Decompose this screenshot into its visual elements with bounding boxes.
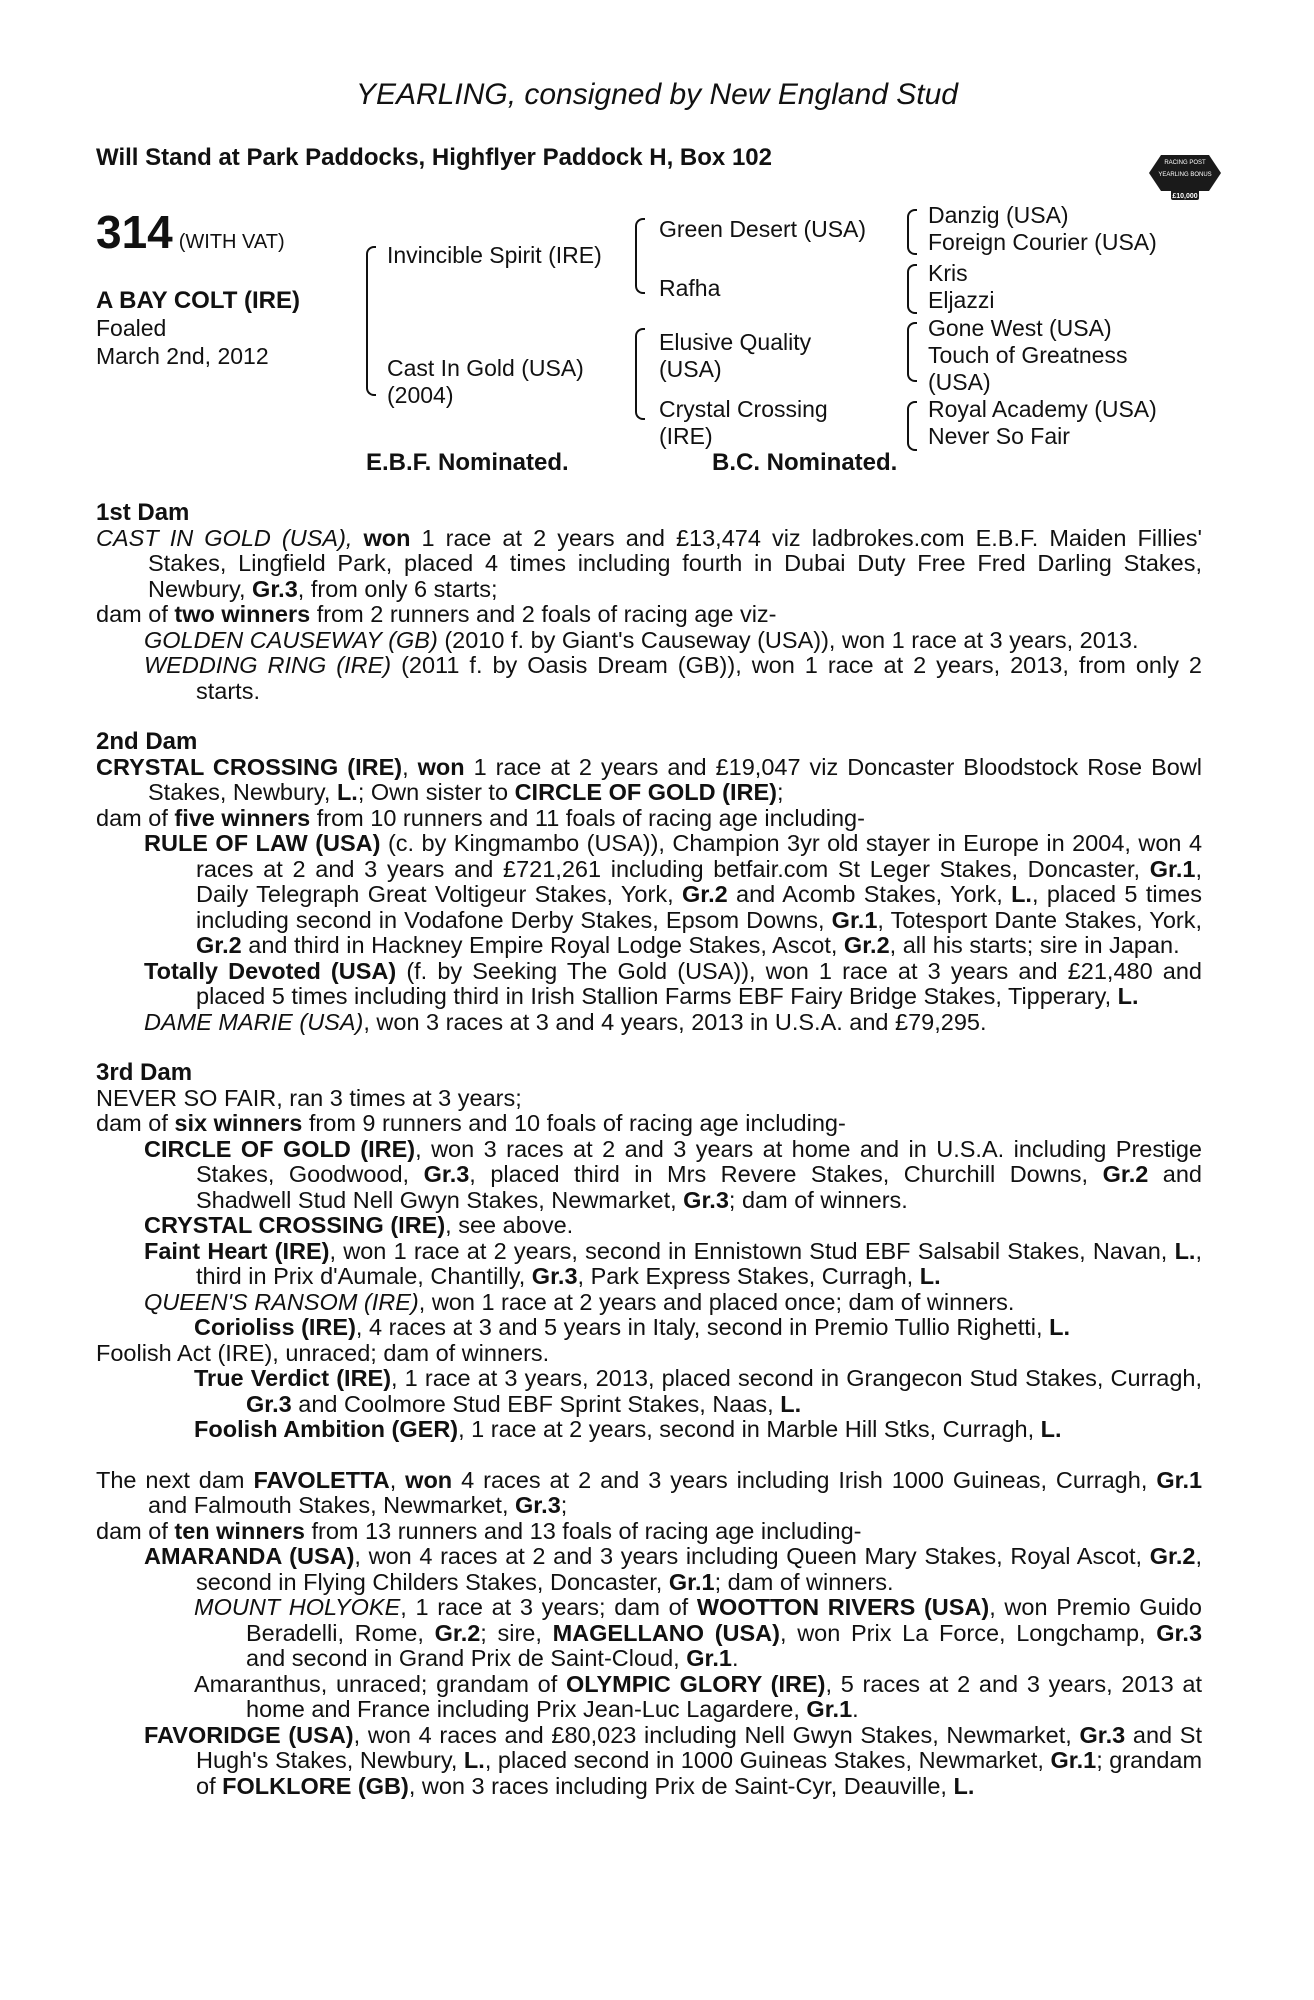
produce-entry (96, 1723, 1202, 1800)
produce-name: FOLKLORE (GB) (222, 1772, 409, 1799)
lot-number: 314 (96, 206, 173, 258)
grade-text: Gr.3 (1079, 1721, 1126, 1748)
badge-amount-text: £10,000 (1172, 193, 1198, 200)
grade-text: Gr.3 (246, 1390, 292, 1417)
lot-description: A BAY COLT (IRE) (96, 287, 301, 314)
produce-record: , Totesport Dante Stakes, York, (877, 906, 1202, 933)
produce-record: , won 4 races and £80,023 including Nell Gwyn Stakes, Newmarket, (353, 1721, 1072, 1748)
produce-record: (c. by Kingmambo (USA)), Champion 3yr old stayer in Europe in 2004, won 4 races at 2 and 3 years and £721,261 including betfair.com St Leger Stakes, Doncaster, (196, 830, 1203, 882)
pedigree-ddd: Never So Fair (928, 423, 1070, 449)
grade-text: Gr.3 (252, 575, 298, 602)
produce-entry (96, 653, 1202, 704)
stand-location: Will Stand at Park Paddocks, Highflyer Paddock H, Box 102 (96, 144, 772, 171)
summary-text: from 9 runners and 10 foals of racing age including- (308, 1110, 846, 1136)
produce-name: QUEEN'S RANSOM (IRE) (144, 1288, 419, 1315)
next-dam-produce-summary (96, 1519, 1202, 1545)
grade-text: Gr.1 (806, 1696, 853, 1722)
second-dam-produce-summary (96, 806, 1202, 832)
grade-text: L. (919, 1263, 941, 1289)
produce-record: , won Prix La Force, Longchamp, (779, 1619, 1146, 1646)
pedigree-dam-line2: (2004) (387, 382, 454, 408)
dam-name: CRYSTAL CROSSING (IRE) (96, 753, 403, 780)
vat-note: (WITH VAT) (178, 231, 285, 253)
pedigree-sire: Invincible Spirit (IRE) (387, 242, 602, 268)
foaled-label: Foaled (96, 315, 167, 341)
record-text: 4 races at 2 and 3 years including Irish 1000 Guineas, Curragh, (461, 1466, 1148, 1493)
grade-text: Gr.2 (1102, 1161, 1149, 1187)
pedigree-sire-dam: Rafha (659, 275, 721, 301)
pedigree-brace-main (366, 246, 376, 396)
produce-entry (96, 628, 1202, 654)
pedigree-brace-dam (635, 328, 645, 420)
produce-record: , 1 race at 3 years; dam of (400, 1594, 689, 1620)
winners-count: ten winners (174, 1517, 305, 1544)
produce-name: CRYSTAL CROSSING (IRE) (144, 1212, 446, 1238)
produce-name: FAVORIDGE (USA) (144, 1721, 354, 1748)
produce-name: Totally Devoted (USA) (144, 957, 397, 984)
grade-text: L. (1117, 983, 1139, 1009)
winners-count: six winners (174, 1110, 303, 1136)
first-dam-produce-summary (96, 602, 1202, 628)
pedigree-dam-sire-line2: (USA) (659, 356, 722, 382)
produce-record: , won Premio Guido Beradelli, Rome, (246, 1594, 1203, 1646)
pedigree-brace-sd (907, 264, 917, 314)
yearling-bonus-icon (1145, 147, 1225, 201)
grade-text: L. (1011, 881, 1032, 907)
produce-name: WOOTTON RIVERS (USA) (696, 1594, 990, 1620)
grade-text: L. (1049, 1314, 1070, 1340)
produce-record: , won 1 race at 2 years and placed once; dam of winners. (418, 1288, 1015, 1315)
summary-text: from 10 runners and 11 foals of racing age including- (316, 804, 865, 831)
produce-record: , placed 5 times including second in Vodafone Derby Stakes, Epsom Downs, (196, 881, 1202, 933)
produce-entry (96, 1239, 1202, 1290)
punct: . (731, 1645, 739, 1671)
third-dam-produce-summary (96, 1111, 1202, 1137)
ebf-nominated: E.B.F. Nominated. (366, 449, 569, 476)
produce-record: , won 3 races at 3 and 4 years, 2013 in U.S.A. and £79,295. (363, 1008, 987, 1035)
pedigree-dam-dam-line1: Crystal Crossing (659, 396, 828, 422)
produce-record: , won 1 race at 2 years, second in Ennistown Stud EBF Salsabil Stakes, Navan, (329, 1237, 1168, 1264)
produce-record: , 4 races at 3 and 5 years in Italy, second in Premio Tullio Righetti, (355, 1314, 1043, 1340)
produce-entry (96, 1366, 1202, 1417)
grade-text: L. (1040, 1416, 1062, 1442)
pedigree-dsd-line1: Touch of Greatness (928, 342, 1128, 368)
third-dam-record: NEVER SO FAIR, ran 3 times at 3 years; (96, 1084, 522, 1111)
first-dam-record (96, 526, 1202, 603)
record-text: 1 race at 2 years and £13,474 viz ladbrokes.com E.B.F. Maiden Fillies' Stakes, Lingfield Park, placed 4 times including fourth in Dubai Duty Free Fred Darling Stakes, Newbury, (148, 524, 1202, 602)
produce-record: , see above. (445, 1212, 574, 1238)
foaled-date: March 2nd, 2012 (96, 343, 269, 369)
grade-text: Gr.3 (683, 1186, 729, 1213)
produce-record: , 5 races at 2 and 3 years, 2013 at home and France including Prix Jean-Luc Lagardere, (246, 1670, 1202, 1722)
produce-entry (96, 1417, 1202, 1443)
pedigree-brace-ds (907, 322, 917, 382)
grade-text: L. (780, 1390, 802, 1417)
grade-text: Gr.1 (831, 906, 878, 933)
summary-text: dam of (96, 601, 168, 627)
punct: ; (560, 1492, 568, 1518)
produce-record: and Acomb Stakes, York, (736, 881, 1003, 907)
badge-mid-text: YEARLING BONUS (1158, 172, 1212, 178)
produce-record: , won 3 races including Prix de Saint-Cyr, Deauville, (408, 1772, 947, 1799)
produce-name: DAME MARIE (USA) (144, 1008, 364, 1035)
produce-entry (96, 831, 1202, 959)
pedigree-brace-dd (907, 401, 917, 451)
punct: ; (776, 779, 784, 805)
produce-name: OLYMPIC GLORY (IRE) (566, 1670, 826, 1697)
pedigree-dsd (928, 342, 1127, 396)
produce-entry (96, 1010, 1202, 1036)
pedigree-dam-sire (659, 329, 811, 383)
produce-entry (96, 1672, 1202, 1723)
produce-name: GOLDEN CAUSEWAY (GB) (144, 626, 438, 653)
second-dam-heading: 2nd Dam (96, 728, 198, 755)
grade-text: Gr.3 (1156, 1619, 1203, 1646)
lot-number-block (96, 205, 285, 259)
grade-text: Gr.2 (843, 932, 890, 958)
produce-record: Amaranthus, unraced; grandam of (194, 1670, 558, 1697)
produce-record: ; sire, (480, 1619, 542, 1646)
punct: , (389, 1466, 397, 1493)
page-title: YEARLING, consigned by New England Stud (355, 78, 958, 111)
won-text: won (417, 753, 465, 780)
summary-text: dam of (96, 1110, 168, 1136)
produce-record: , placed third in Mrs Revere Stakes, Churchill Downs, (469, 1161, 1089, 1187)
grade-text: Gr.2 (1149, 1543, 1196, 1569)
grade-text: Gr.3 (423, 1161, 470, 1187)
produce-entry (96, 1213, 1202, 1239)
foaled-info (96, 314, 269, 370)
record-text: The next dam (96, 1466, 245, 1493)
pedigree-dss: Gone West (USA) (928, 315, 1112, 341)
punct: . (852, 1696, 859, 1722)
badge-top-text: RACING POST (1164, 160, 1206, 166)
produce-entry (96, 959, 1202, 1010)
produce-name: MAGELLANO (USA) (552, 1619, 780, 1646)
grade-text: Gr.3 (515, 1492, 561, 1518)
winners-count: two winners (174, 601, 311, 627)
produce-record: , placed second in 1000 Guineas Stakes, Newmarket, (484, 1747, 1044, 1773)
produce-record: , won 3 races at 2 and 3 years at home and in U.S.A. including Prestige Stakes, Goodwood, (196, 1135, 1202, 1187)
grade-text: Gr.2 (196, 932, 242, 958)
winners-count: five winners (174, 804, 311, 831)
grade-text: L. (463, 1747, 485, 1773)
produce-name: AMARANDA (USA) (144, 1543, 355, 1569)
record-text: 1 race at 2 years and £19,047 viz Doncaster Bloodstock Rose Bowl Stakes, Newbury, (148, 753, 1203, 805)
catalogue-body (96, 500, 1202, 1799)
summary-text: from 2 runners and 2 foals of racing age viz- (316, 601, 777, 627)
won-text: won (363, 524, 411, 551)
produce-entry: Foolish Act (IRE), unraced; dam of winners. (96, 1339, 550, 1366)
produce-record: (2011 f. by Oasis Dream (GB)), won 1 race at 2 years, 2013, from only 2 starts. (196, 652, 1203, 704)
produce-record: ; grandam of (196, 1747, 1203, 1799)
third-dam-heading: 3rd Dam (96, 1059, 193, 1086)
produce-name: RULE OF LAW (USA) (144, 830, 381, 856)
dam-name: FAVOLETTA (253, 1466, 390, 1493)
produce-record: , third in Prix d'Aumale, Chantilly, (196, 1237, 1202, 1289)
sibling-name: CIRCLE OF GOLD (IRE) (514, 779, 777, 805)
next-dam-record (96, 1468, 1202, 1519)
won-text: won (405, 1466, 453, 1493)
produce-record: , second in Flying Childers Stakes, Doncaster, (196, 1543, 1203, 1595)
pedigree-dam-dam-line2: (IRE) (659, 423, 713, 449)
grade-text: L. (953, 1772, 975, 1799)
pedigree-dam (387, 355, 584, 409)
dam-name: CAST IN GOLD (USA), (96, 524, 353, 551)
produce-name: True Verdict (IRE) (194, 1365, 392, 1391)
produce-record: , 1 race at 3 years, 2013, placed second in Grangecon Stud Stakes, Curragh, (391, 1365, 1202, 1391)
produce-name: CIRCLE OF GOLD (IRE) (144, 1135, 416, 1162)
record-text: ; Own sister to (357, 779, 509, 805)
produce-entry (96, 1595, 1202, 1672)
produce-record: and third in Hackney Empire Royal Lodge Stakes, Ascot, (248, 932, 838, 958)
grade-text: L. (1174, 1237, 1196, 1264)
produce-record: ; dam of winners. (728, 1186, 908, 1213)
produce-record: and Shadwell Stud Nell Gwyn Stakes, Newmarket, (196, 1161, 1203, 1213)
pedigree-brace-ss (907, 209, 917, 255)
pedigree-ssd: Foreign Courier (USA) (928, 229, 1157, 255)
grade-text: Gr.1 (686, 1645, 732, 1671)
pedigree-brace-sire (635, 218, 645, 294)
summary-text: dam of (96, 804, 168, 831)
grade-text: Gr.1 (1050, 1747, 1097, 1773)
record-text: , from only 6 starts; (297, 575, 498, 602)
grade-text: Gr.3 (531, 1263, 578, 1289)
produce-entry (96, 1137, 1202, 1214)
pedigree-dam-sire-line1: Elusive Quality (659, 329, 812, 355)
bc-nominated: B.C. Nominated. (712, 449, 898, 476)
produce-entry (96, 1544, 1202, 1595)
produce-name: MOUNT HOLYOKE (194, 1594, 401, 1620)
pedigree-sds: Kris (928, 260, 968, 286)
produce-record: and St Hugh's Stakes, Newbury, (196, 1721, 1202, 1773)
grade-text: Gr.1 (668, 1568, 715, 1595)
first-dam-heading: 1st Dam (96, 499, 190, 526)
produce-record: , Daily Telegraph Great Voltigeur Stakes, York, (196, 855, 1203, 907)
produce-record: , all his starts; sire in Japan. (889, 932, 1180, 958)
produce-entry (96, 1315, 1202, 1341)
produce-record: (2010 f. by Giant's Causeway (USA)), won 1 race at 3 years, 2013. (444, 626, 1139, 653)
produce-name: Foolish Ambition (GER) (194, 1416, 459, 1442)
summary-text: dam of (96, 1517, 168, 1544)
record-text: and Falmouth Stakes, Newmarket, (148, 1492, 509, 1518)
grade-text: Gr.1 (1149, 855, 1196, 882)
produce-name: Corioliss (IRE) (194, 1314, 356, 1340)
produce-record: ; dam of winners. (714, 1568, 894, 1595)
pedigree-dam-dam (659, 396, 828, 450)
pedigree-dam-line1: Cast In Gold (USA) (387, 355, 584, 381)
produce-entry (96, 1290, 1202, 1316)
pedigree-dds: Royal Academy (USA) (928, 396, 1157, 422)
grade-text: Gr.1 (1156, 1466, 1203, 1493)
second-dam-record (96, 755, 1202, 806)
pedigree-dsd-line2: (USA) (928, 369, 991, 395)
produce-record: , Park Express Stakes, Curragh, (577, 1263, 914, 1289)
produce-name: Faint Heart (IRE) (144, 1237, 330, 1264)
grade-text: Gr.2 (681, 881, 728, 907)
produce-name: WEDDING RING (IRE) (144, 652, 392, 678)
summary-text: from 13 runners and 13 foals of racing age including- (311, 1517, 862, 1544)
produce-record: , won 4 races at 2 and 3 years including Queen Mary Stakes, Royal Ascot, (354, 1543, 1143, 1569)
grade-text: L. (336, 779, 358, 805)
pedigree-sss: Danzig (USA) (928, 202, 1069, 228)
produce-record: (f. by Seeking The Gold (USA)), won 1 race at 3 years and £21,480 and placed 5 times including third in Irish Stallion Farms EBF Fairy Bridge Stakes, Tipperary, (196, 957, 1202, 1009)
produce-record: , 1 race at 2 years, second in Marble Hill Stks, Curragh, (458, 1416, 1035, 1442)
yearling-bonus-badge (1145, 147, 1225, 201)
pedigree-sire-sire: Green Desert (USA) (659, 216, 867, 242)
produce-record: and second in Grand Prix de Saint-Cloud, (246, 1645, 680, 1671)
pedigree-sdd: Eljazzi (928, 287, 995, 313)
produce-record: and Coolmore Stud EBF Sprint Stakes, Naas, (298, 1390, 774, 1417)
grade-text: Gr.2 (434, 1619, 481, 1646)
punct: , (402, 753, 409, 780)
